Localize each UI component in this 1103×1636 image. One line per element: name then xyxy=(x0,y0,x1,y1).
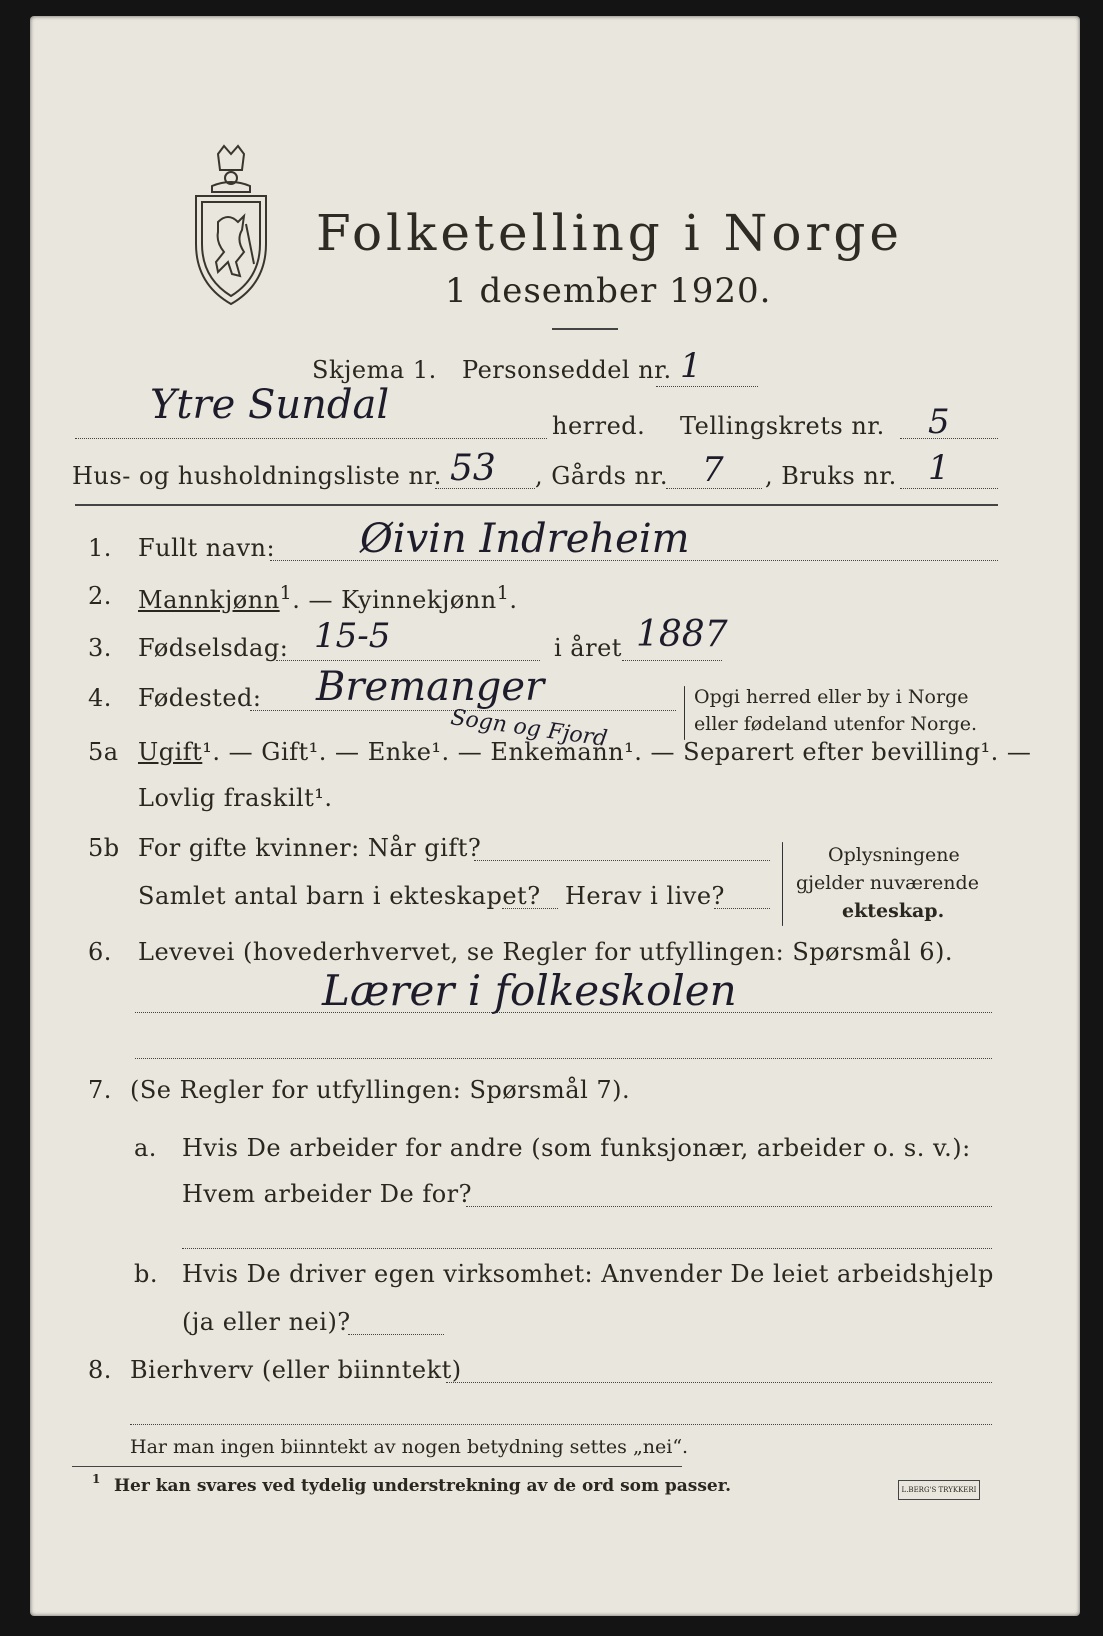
employer-line2[interactable] xyxy=(182,1248,992,1249)
census-form xyxy=(30,16,1080,1616)
children-alive-line[interactable] xyxy=(714,908,770,909)
q5b-line1: For gifte kvinner: Når gift? xyxy=(138,834,482,862)
year-line xyxy=(622,660,722,661)
q7-label: (Se Regler for utfyllingen: Spørsmål 7). xyxy=(130,1076,631,1104)
q5a-line2: Lovlig fraskilt¹. xyxy=(138,784,333,812)
personseddel-label: Personseddel nr. xyxy=(462,356,672,384)
personseddel-value[interactable]: 1 xyxy=(680,346,702,386)
q1-number: 1. xyxy=(88,534,112,562)
full-name-value[interactable]: Øivin Indreheim xyxy=(360,516,690,562)
q6-line2 xyxy=(135,1058,992,1059)
gards-label: , Gårds nr. xyxy=(535,462,668,490)
footnote-mark: 1 xyxy=(92,1472,101,1486)
q4-note-line1: Opgi herred eller by i Norge xyxy=(694,686,969,708)
q7a-letter: a. xyxy=(134,1134,157,1162)
printer-stamp: L.BERG'S TRYKKERI xyxy=(898,1480,980,1500)
birthdate-value[interactable]: 15-5 xyxy=(314,616,391,656)
q7b-letter: b. xyxy=(134,1260,158,1288)
q2-number: 2. xyxy=(88,582,112,610)
ugift-option[interactable]: Ugift xyxy=(138,738,203,766)
side-income-line[interactable] xyxy=(446,1382,992,1383)
occupation-value[interactable]: Lærer i folkeskolen xyxy=(322,966,737,1015)
census-date: 1 desember 1920. xyxy=(445,271,772,311)
q7b-line2: (ja eller nei)? xyxy=(182,1308,351,1336)
footnote-divider xyxy=(72,1466,682,1467)
tellingskrets-label: Tellingskrets nr. xyxy=(680,412,885,440)
tellingskrets-value[interactable]: 5 xyxy=(928,402,950,442)
q4-brace xyxy=(684,686,685,740)
q5b-note2: gjelder nuværende xyxy=(796,872,979,894)
coat-of-arms-icon xyxy=(188,144,274,308)
q5b-number: 5b xyxy=(88,834,120,862)
title-divider xyxy=(552,328,618,330)
hus-value[interactable]: 53 xyxy=(450,448,496,489)
q4-number: 4. xyxy=(88,684,112,712)
q7a-line1: Hvis De arbeider for andre (som funksjonær, arbeider o. s. v.): xyxy=(182,1134,971,1162)
q6-number: 6. xyxy=(88,938,112,966)
q7-number: 7. xyxy=(88,1076,112,1104)
footnote-text: Her kan svares ved tydelig understrekning av de ord som passer. xyxy=(114,1476,732,1496)
q8-number: 8. xyxy=(88,1356,112,1384)
q4-label: Fødested: xyxy=(138,684,262,712)
skjema-label: Skjema 1. xyxy=(312,356,437,384)
hus-label: Hus- og husholdningsliste nr. xyxy=(72,462,442,490)
birthplace-value[interactable]: Bremanger xyxy=(316,664,545,710)
q3-number: 3. xyxy=(88,634,112,662)
q5b-brace xyxy=(782,842,783,926)
header-divider xyxy=(75,504,998,506)
bruks-label: , Bruks nr. xyxy=(765,462,897,490)
q5b-note3: ekteskap. xyxy=(842,900,945,922)
q1-label: Fullt navn: xyxy=(138,534,276,562)
form-title: Folketelling i Norge xyxy=(316,204,903,262)
q5b-line2b: Herav i live? xyxy=(565,882,725,910)
q3-line xyxy=(276,660,540,661)
male-option[interactable]: Mannkjønn xyxy=(138,586,280,614)
bruks-value[interactable]: 1 xyxy=(928,448,950,488)
q8-note: Har man ingen biinntekt av nogen betydning settes „nei“. xyxy=(130,1436,689,1458)
q8-label: Bierhverv (eller biinntekt) xyxy=(130,1356,462,1384)
q4-note-line2: eller fødeland utenfor Norge. xyxy=(694,713,978,735)
q6-label: Levevei (hovederhvervet, se Regler for utfyllingen: Spørsmål 6). xyxy=(138,938,954,966)
birth-year-value[interactable]: 1887 xyxy=(636,614,728,655)
hired-help-line[interactable] xyxy=(348,1334,444,1335)
q5a-options: Ugift¹. — Gift¹. — Enke¹. — Enkemann¹. — Separert efter bevilling¹. — xyxy=(138,738,1032,766)
q7a-line2: Hvem arbeider De for? xyxy=(182,1180,473,1208)
side-income-line2[interactable] xyxy=(130,1424,992,1425)
q3-label: Fødselsdag: xyxy=(138,634,289,662)
q7b-line1: Hvis De driver egen virksomhet: Anvender De leiet arbeidshjelp xyxy=(182,1260,994,1288)
q5a-number: 5a xyxy=(88,738,119,766)
year-label: i året xyxy=(554,634,622,662)
gards-value[interactable]: 7 xyxy=(702,450,724,490)
q5b-line2a: Samlet antal barn i ekteskapet? xyxy=(138,882,541,910)
employer-line[interactable] xyxy=(466,1206,992,1207)
birthplace-annotation: Sogn og Fjord xyxy=(449,705,609,752)
herred-line xyxy=(75,438,547,439)
married-when-line[interactable] xyxy=(474,860,770,861)
herred-label: herred. xyxy=(552,412,646,440)
q5b-note1: Oplysningene xyxy=(828,844,960,866)
female-option[interactable]: Kyinnekjønn xyxy=(341,586,497,614)
herred-value[interactable]: Ytre Sundal xyxy=(150,382,390,428)
personseddel-line xyxy=(656,386,758,387)
q2-sex-options: Mannkjønn$^1$. — Kyinnekjønn$^1$. xyxy=(138,582,518,614)
children-count-line[interactable] xyxy=(502,908,558,909)
bruks-line xyxy=(900,488,998,489)
